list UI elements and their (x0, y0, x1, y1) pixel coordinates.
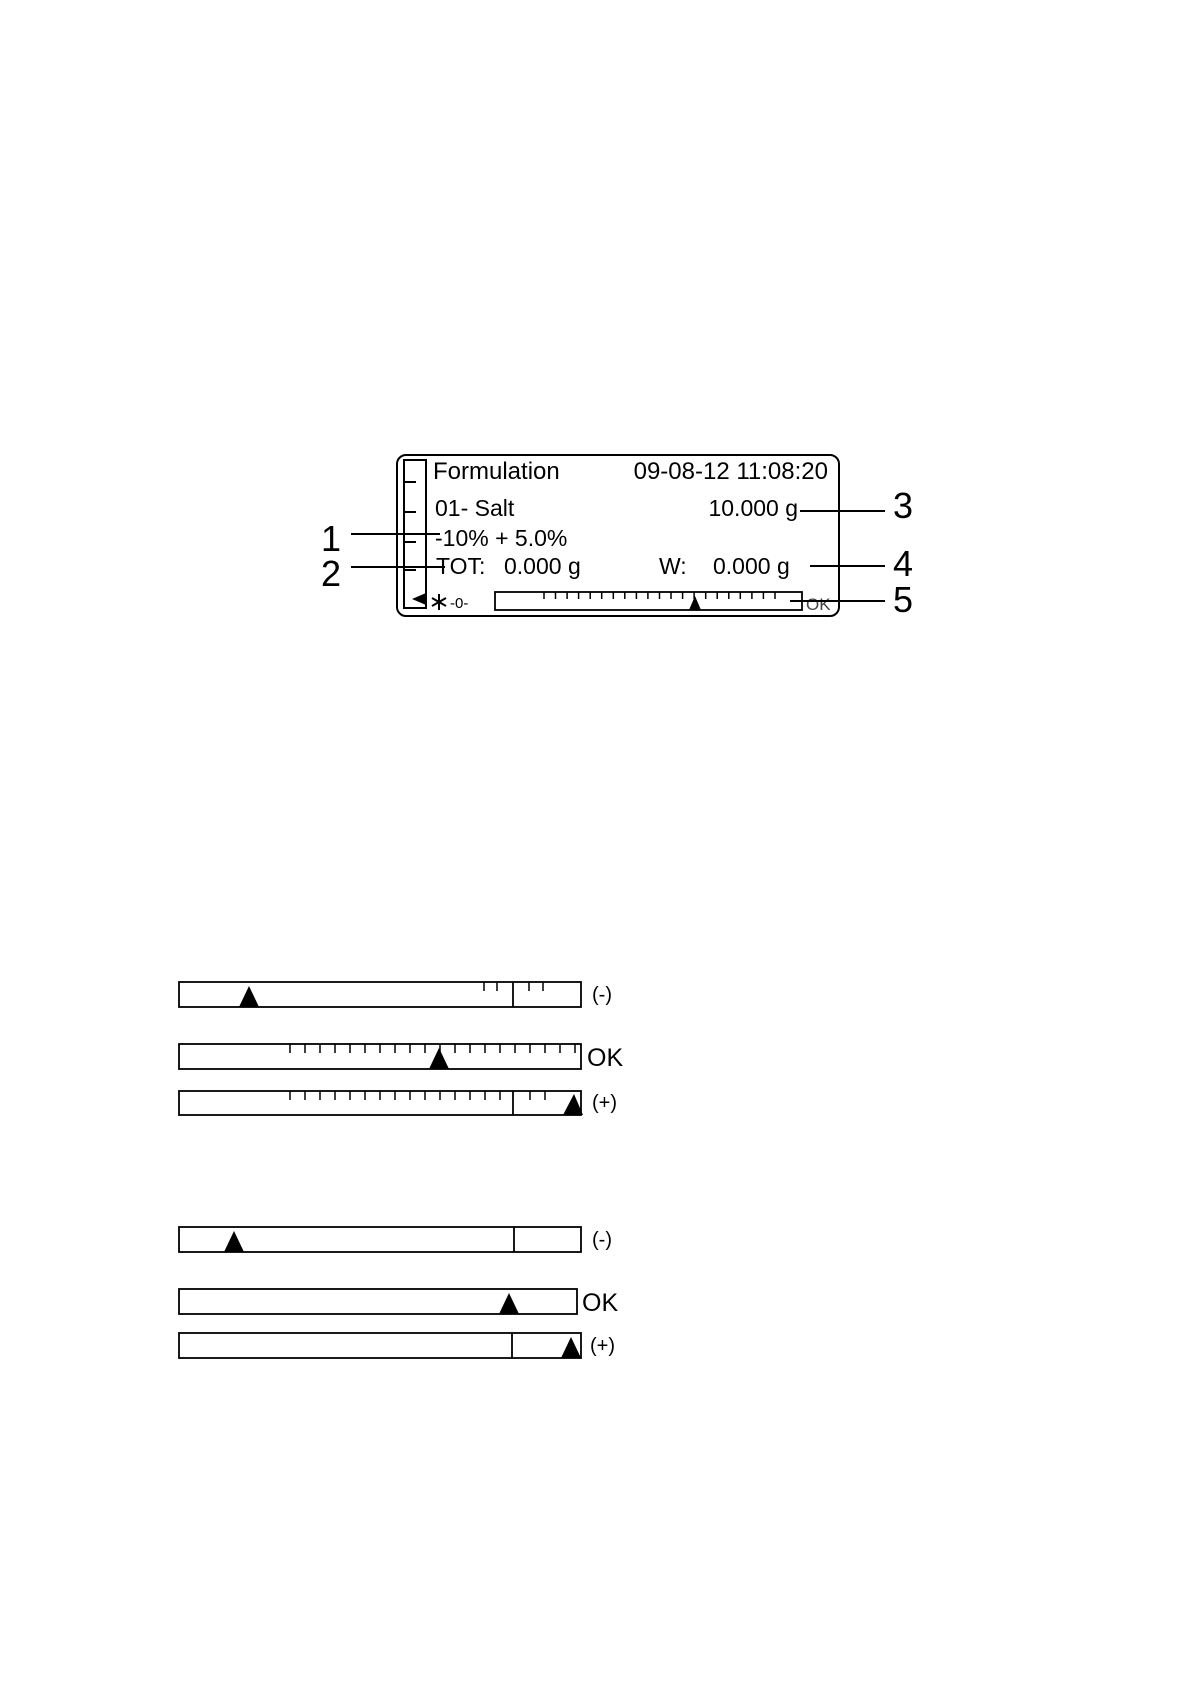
lcd-display (321, 455, 913, 620)
plain-bar-plus (179, 1333, 581, 1358)
total-value: 0.000 g (504, 553, 581, 579)
callout-5: 5 (892, 579, 914, 620)
display-ok-status: OK (806, 595, 831, 614)
plain-bar-ok (179, 1289, 577, 1314)
weight-value: 0.000 g (713, 553, 790, 579)
display-datetime: 09-08-12 11:08:20 (633, 458, 828, 485)
bar-minus-label: (-) (592, 984, 612, 1006)
weight-label: W: (659, 553, 687, 579)
bar-examples-without-scale (179, 1227, 618, 1358)
bar-examples-with-scale (179, 982, 623, 1115)
bar-plus-label: (+) (592, 1092, 617, 1114)
callout-3: 3 (892, 485, 914, 526)
bar-ok-label: OK (587, 1044, 624, 1072)
display-title: Formulation (433, 458, 560, 485)
plain-bar-minus-label: (-) (592, 1229, 612, 1251)
zero-indicator: -0- (450, 595, 469, 612)
plain-bar-ok-label: OK (582, 1289, 619, 1317)
callout-4: 4 (892, 543, 914, 584)
total-label: TOT: (436, 553, 486, 579)
callout-1: 1 (320, 518, 342, 559)
component-name: 01- Salt (435, 495, 515, 521)
display-bar-ticks (544, 592, 775, 599)
callout-2: 2 (320, 553, 342, 594)
tolerance-values: -10% + 5.0% (435, 525, 568, 551)
bar-minus (179, 982, 581, 1007)
plain-bar-plus-label: (+) (590, 1335, 615, 1357)
target-weight: 10.000 g (708, 495, 798, 521)
